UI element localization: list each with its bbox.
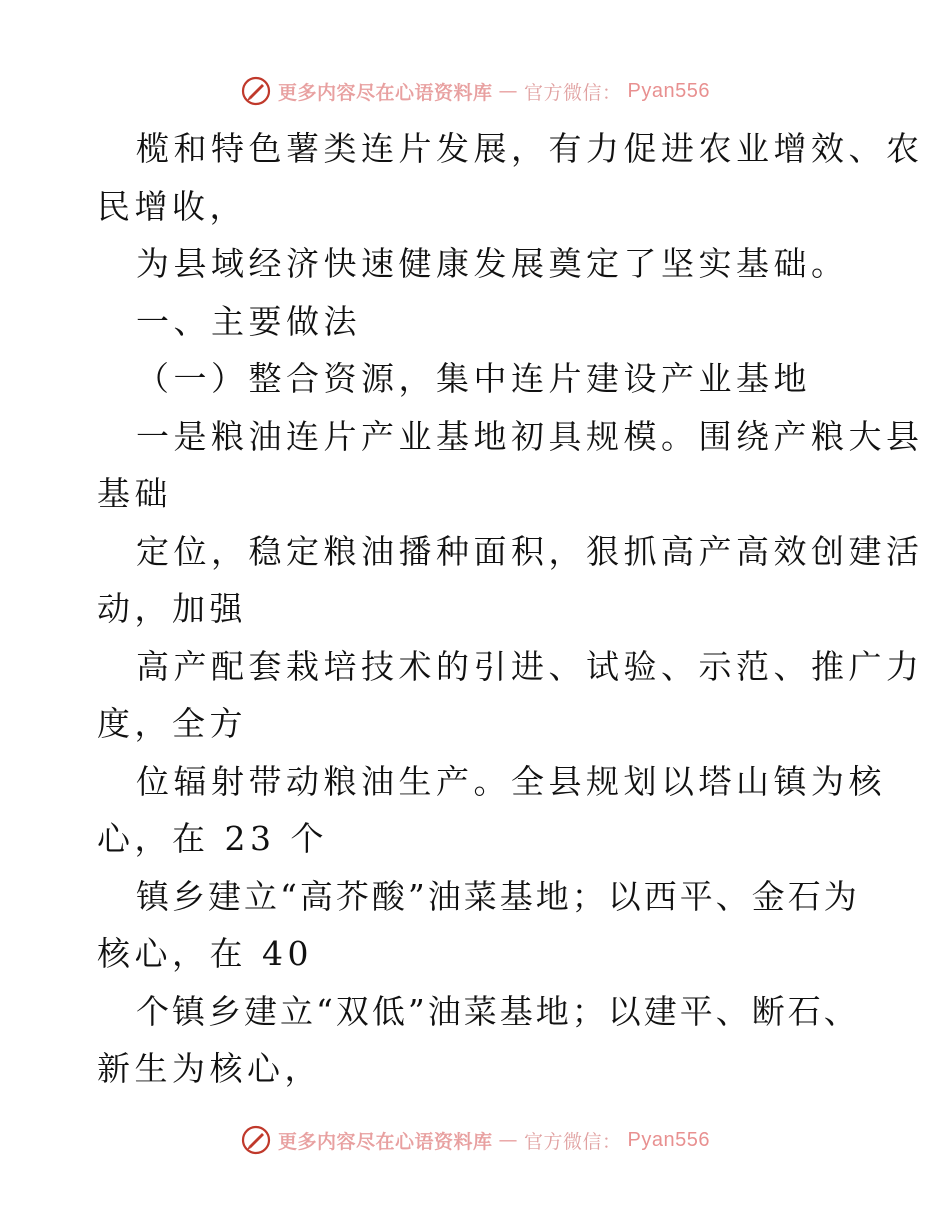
watermark-main-text: 更多内容尽在心语资料库 (278, 1130, 493, 1153)
paragraph-line: 核心，在 40 (97, 934, 313, 973)
pen-logo-icon (240, 75, 272, 107)
watermark-wechat-id: Pyan556 (627, 79, 710, 102)
watermark-official-label: 官方微信： (524, 1130, 622, 1153)
pen-logo-icon (240, 1124, 272, 1156)
watermark-dash: — (498, 80, 519, 102)
section-heading: 一、主要做法 (136, 301, 361, 341)
paragraph-line: 基础 (97, 474, 172, 513)
paragraph-line: 度，全方 (97, 704, 247, 743)
watermark-main-text: 更多内容尽在心语资料库 (278, 81, 493, 104)
watermark-dash: — (498, 1129, 519, 1151)
paragraph-line: 为县域经济快速健康发展奠定了坚实基础。 (136, 244, 849, 283)
footer-watermark (0, 1120, 950, 1160)
document-body (97, 120, 924, 1098)
paragraph-line: 位辐射带动粮油生产。全县规划以塔山镇为核 (136, 761, 886, 801)
paragraph-line: 动，加强 (97, 589, 247, 628)
paragraph-line: 一是粮油连片产业基地初具规模。围绕产粮大县 (136, 416, 924, 456)
paragraph-line: 民增收， (97, 186, 247, 226)
paragraph-line: 个镇乡建立“双低”油菜基地；以建平、断石、 (136, 991, 860, 1031)
paragraph-line: 心，在 23 个 (97, 819, 328, 858)
paragraph-line: 新生为核心， (97, 1049, 322, 1088)
watermark-official-label: 官方微信： (524, 81, 622, 104)
paragraph-line: 定位，稳定粮油播种面积，狠抓高产高效创建活 (136, 531, 924, 571)
header-watermark (0, 71, 950, 111)
paragraph-line: 高产配套栽培技术的引进、试验、示范、推广力 (136, 646, 924, 686)
watermark-wechat-id: Pyan556 (627, 1128, 710, 1151)
paragraph-line: 镇乡建立“高芥酸”油菜基地；以西平、金石为 (136, 876, 860, 916)
paragraph-line: 榄和特色薯类连片发展，有力促进农业增效、农 (136, 129, 924, 168)
subsection-heading: （一）整合资源，集中连片建设产业基地 (136, 359, 811, 398)
